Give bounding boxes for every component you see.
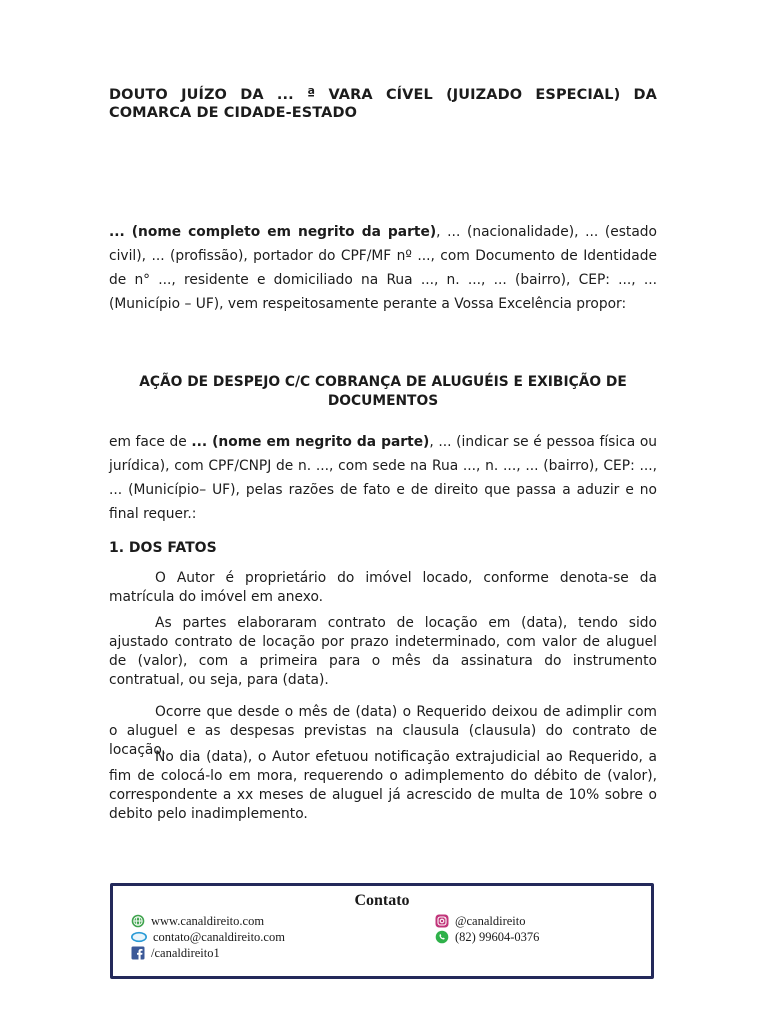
court-heading <box>109 86 657 122</box>
fact-paragraph: As partes elaboraram contrato de locação em (data), tendo sido ajustado contrato de locação por prazo indeterminado, com valor de aluguel de (valor), com a primeira para o mês da assinatura do instrumento contratual, ou seja, para (data). <box>109 615 657 688</box>
fact-paragraph: Ocorre que desde o mês de (data) o Requerido deixou de adimplir com o aluguel e as despesas previstas na clausula (clausula) do contrato de locação. <box>109 704 657 758</box>
contact-website-text: www.canaldireito.com <box>151 913 265 928</box>
facebook-icon <box>131 946 145 960</box>
fact-paragraph: O Autor é proprietário do imóvel locado, conforme denota-se da matrícula do imóvel em anexo. <box>109 570 657 605</box>
contact-phone-text: (82) 99604-0376 <box>455 929 540 944</box>
defendant-details: , ... (indicar se é pessoa física ou jurídica), com CPF/CNPJ de n. ..., com sede na Rua ..., n. ..., ... (bairro), CEP: ..., ... (Município– UF), pelas razões de fato e de direito que passa a aduzir e no final requer.: <box>109 434 658 522</box>
party-name: ... (nome completo em negrito da parte) <box>109 224 437 240</box>
court-heading-line-2: COMARCA DE CIDADE-ESTADO <box>109 105 358 121</box>
defendant-name: ... (nome em negrito da parte) <box>191 434 430 450</box>
defendant-paragraph <box>109 430 657 526</box>
contact-instagram[interactable] <box>435 913 526 929</box>
action-title <box>109 373 657 411</box>
whatsapp-icon <box>435 930 449 944</box>
contact-instagram-text: @canaldireito <box>455 913 526 928</box>
fact-paragraph: No dia (data), o Autor efetuou notificação extrajudicial ao Requerido, a fim de colocá-lo em mora, requerendo o adimplemento do débito de (valor), correspondente a xx meses de aluguel já acrescido de multa de 10% sobre o debito pelo inadimplemento. <box>109 749 657 822</box>
contact-phone[interactable] <box>435 929 539 945</box>
contact-facebook-text: /canaldireito1 <box>151 945 220 960</box>
contact-website[interactable] <box>131 913 264 929</box>
contact-facebook[interactable] <box>131 945 220 961</box>
contact-email-text: contato@canaldireito.com <box>153 929 285 944</box>
instagram-icon <box>435 914 449 928</box>
action-title-line-2: DOCUMENTOS <box>327 393 439 409</box>
email-icon <box>131 930 147 944</box>
party-details: , ... (nacionalidade), ... (estado civil), ... (profissão), portador do CPF/MF nº ..., com Documento de Identidade de n° ..., residente e domiciliado na Rua ..., n. ..., ... (bairro), CEP: ..., ... (Município – UF), vem respeitosamente perante a Vossa Excelência propor: <box>109 224 657 312</box>
globe-icon <box>131 914 145 928</box>
party-paragraph <box>109 220 657 316</box>
action-title-line-1: AÇÃO DE DESPEJO C/C COBRANÇA DE ALUGUÉIS E EXIBIÇÃO DE <box>139 374 627 390</box>
court-heading-line-1: DOUTO JUÍZO DA ... ª VARA CÍVEL (JUIZADO ESPECIAL) DA <box>109 87 657 103</box>
contact-email[interactable] <box>131 929 285 945</box>
contact-box <box>110 883 654 979</box>
defendant-prefix: em face de <box>109 434 192 450</box>
section-title: 1. DOS FATOS <box>109 540 217 556</box>
contact-title: Contato <box>354 892 410 909</box>
